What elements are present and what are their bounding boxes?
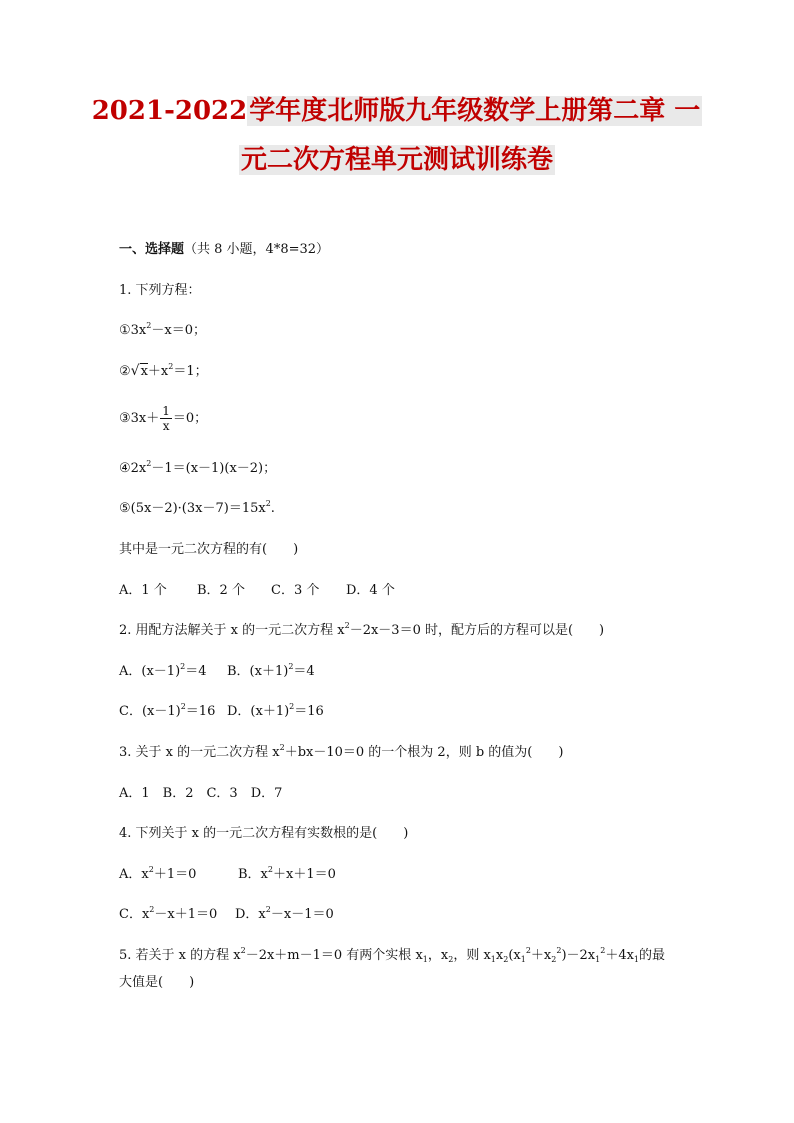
option-c: C．3 个	[271, 583, 320, 598]
question-1-item-5: $⑤(5x-2)\cdot(3x-7)=15x^2$.	[119, 499, 275, 516]
question-1-item-4: $④2x^2-1=(x-1)(x-2)$；	[119, 459, 277, 476]
question-2-stem: 2. 用配方法解关于 x 的一元二次方程 $x^2-2x-3=0$ 时，配方后的方程可以是( )	[119, 621, 605, 638]
option-a: A．$(x-1)^2=4$	[119, 662, 207, 679]
question-2-options-row-2	[119, 703, 324, 721]
question-5-stem: 5. 若关于 x 的方程 $x^2-2x+m-1=0$ 有两个实根 $x_1$，$x_2$，则 $x_1x_2(x_1^2+x_2^2)-2x_1^2+4x_1$的最	[119, 946, 666, 964]
document-title-line-2	[80, 145, 714, 175]
question-3-options: A．1 B．2 C．3 D．7	[119, 786, 283, 801]
question-1-item-2: $②√x+x^2=1$；	[119, 362, 208, 379]
option-c: C．$x^2-x+1=0$	[119, 905, 218, 922]
option-d: D．$(x+1)^2=16$	[227, 702, 324, 719]
section-heading-label: 一、选择题	[119, 242, 185, 257]
question-1-options	[119, 582, 395, 600]
question-1-item-1: $①3x^2-x=0$；	[119, 321, 206, 338]
title-text-2: 元二次方程单元测试训练卷	[240, 145, 553, 175]
option-a: A．$x^2+1=0$	[119, 865, 197, 882]
question-5-stem-line-2: 大值是( )	[119, 975, 195, 990]
question-4-stem: 4. 下列关于 x 的一元二次方程有实数根的是( )	[119, 826, 409, 841]
option-d: D．4 个	[346, 583, 395, 598]
title-text: 学年度北师版九年级数学上册第二章 一	[249, 96, 701, 126]
title-year: 2021-2022	[91, 96, 248, 126]
question-1-ask: 其中是一元二次方程的有( )	[119, 542, 299, 557]
question-1-stem: 1. 下列方程：	[119, 283, 201, 298]
option-b: B．$(x+1)^2=4$	[227, 662, 315, 679]
document-title-line-1	[80, 96, 714, 126]
option-b: B．$x^2+x+1=0$	[238, 865, 336, 882]
sqrt-symbol: √x	[130, 363, 148, 379]
question-4-options-row-2	[119, 906, 334, 924]
section-heading-note: （共 8 小题，4*8=32）	[184, 242, 330, 257]
section-heading	[119, 241, 329, 259]
fraction: $\frac{1}{x}$	[162, 404, 170, 433]
question-2-options-row-1	[119, 663, 315, 681]
option-b: B．2 个	[197, 583, 245, 598]
question-4-options-row-1	[119, 866, 336, 884]
question-1-item-3: ③3x＋ $\frac{1}{x}$ ＝0；	[119, 404, 208, 433]
option-d: D．$x^2-x-1=0$	[235, 905, 334, 922]
question-3-stem: 3. 关于 x 的一元二次方程 $x^2+bx-10=0$ 的一个根为 2，则 b 的值为( )	[119, 743, 564, 760]
option-c: C．$(x-1)^2=16$	[119, 702, 216, 719]
option-a: A．1 个	[119, 583, 167, 598]
